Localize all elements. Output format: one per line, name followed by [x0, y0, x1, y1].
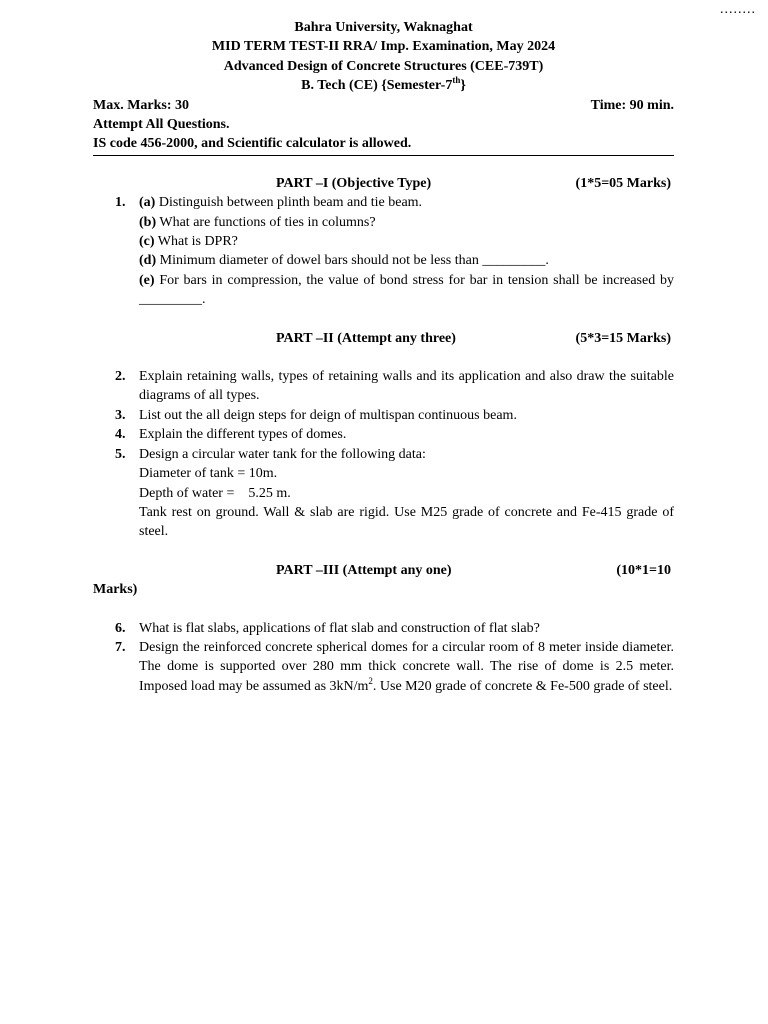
question-4 — [93, 425, 674, 444]
item-label: (b) — [139, 214, 157, 230]
question-6-text: What is flat slabs, applications of flat slab and construction of flat slab? — [139, 620, 540, 636]
exam-time: Time: 90 min. — [590, 97, 674, 113]
program-line — [93, 76, 674, 95]
question-4-number: 4. — [115, 427, 126, 443]
question-1c — [139, 232, 674, 251]
exam-paper — [93, 18, 674, 696]
question-1 — [93, 193, 674, 309]
question-7-text: Design the reinforced concrete spherical domes for a circular room of 8 meter inside diameter. The dome is supported over 280 mm thick concrete wall. The rise of dome is 2.5 meter. Imposed load may be assumed as 3kN/m — [139, 639, 674, 694]
question-3-text: List out the all deign steps for deign of multispan continuous beam. — [139, 407, 517, 423]
instruction-attempt-all: Attempt All Questions. — [93, 117, 230, 133]
question-1b — [139, 213, 674, 232]
question-4-text: Explain the different types of domes. — [139, 427, 347, 443]
question-1-number: 1. — [115, 195, 126, 211]
question-1d — [139, 251, 674, 270]
part1-title: PART –I (Objective Type) — [276, 175, 432, 191]
part2-heading — [93, 329, 674, 348]
university-name: Bahra University, Waknaghat — [294, 20, 473, 35]
question-6 — [93, 619, 674, 638]
item-text: What are functions of ties in columns? — [156, 214, 376, 230]
question-7 — [93, 638, 674, 696]
program-superscript: th — [452, 75, 461, 86]
part1-marks: (1*5=05 Marks) — [575, 175, 671, 191]
course-title: Advanced Design of Concrete Structures (CEE-739T) — [223, 58, 544, 74]
question-6-number: 6. — [115, 620, 126, 636]
question-2 — [93, 367, 674, 406]
question-5-number: 5. — [115, 446, 126, 462]
question-2-number: 2. — [115, 369, 126, 385]
question-3 — [93, 406, 674, 425]
part1-heading — [93, 174, 674, 193]
question-5-diameter: Diameter of tank = 10m. — [139, 466, 278, 482]
question-5-text: Design a circular water tank for the following data: — [139, 446, 426, 462]
instruction-is-code: IS code 456-2000, and Scientific calculator is allowed. — [93, 136, 412, 152]
item-label: (a) — [139, 195, 156, 211]
part3-marks-continued: Marks) — [93, 582, 138, 598]
question-2-text: Explain retaining walls, types of retaining walls and its application and also draw the suitable diagrams of all types. — [139, 369, 674, 404]
corner-dots: ........ — [720, 2, 756, 17]
question-5-conditions: Tank rest on ground. Wall & slab are rigid. Use M25 grade of concrete and Fe-415 grade of steel. — [139, 504, 674, 540]
question-7-superscript: 2 — [368, 675, 373, 686]
part3-title: PART –III (Attempt any one) — [276, 562, 452, 578]
marks-time-row — [93, 96, 674, 115]
exam-title: MID TERM TEST-II RRA/ Imp. Examination, May 2024 — [211, 39, 556, 55]
item-label: (e) — [139, 272, 155, 288]
question-1e — [139, 271, 674, 310]
part2-marks: (5*3=15 Marks) — [575, 330, 671, 346]
question-3-number: 3. — [115, 407, 126, 423]
item-text: Distinguish between plinth beam and tie beam. — [155, 195, 423, 211]
question-5-depth: Depth of water = 5.25 m. — [139, 485, 291, 501]
part2-title: PART –II (Attempt any three) — [276, 330, 456, 346]
part3-heading — [93, 561, 674, 580]
item-text: Minimum diameter of dowel bars should not be less than _________. — [156, 253, 549, 269]
item-text: For bars in compression, the value of bond stress for bar in tension shall be increased by _________. — [139, 272, 674, 308]
question-7-text-end: . Use M20 grade of concrete & Fe-500 grade of steel. — [372, 678, 673, 694]
part3-marks: (10*1=10 — [616, 562, 671, 578]
program-suffix: } — [460, 78, 466, 94]
item-label: (d) — [139, 253, 157, 269]
item-label: (c) — [139, 234, 155, 250]
program-prefix: B. Tech (CE) {Semester-7 — [301, 78, 453, 94]
question-5 — [93, 445, 674, 542]
max-marks: Max. Marks: 30 — [93, 97, 190, 113]
question-1a — [139, 193, 674, 212]
item-text: What is DPR? — [154, 234, 238, 250]
question-7-number: 7. — [115, 639, 126, 655]
